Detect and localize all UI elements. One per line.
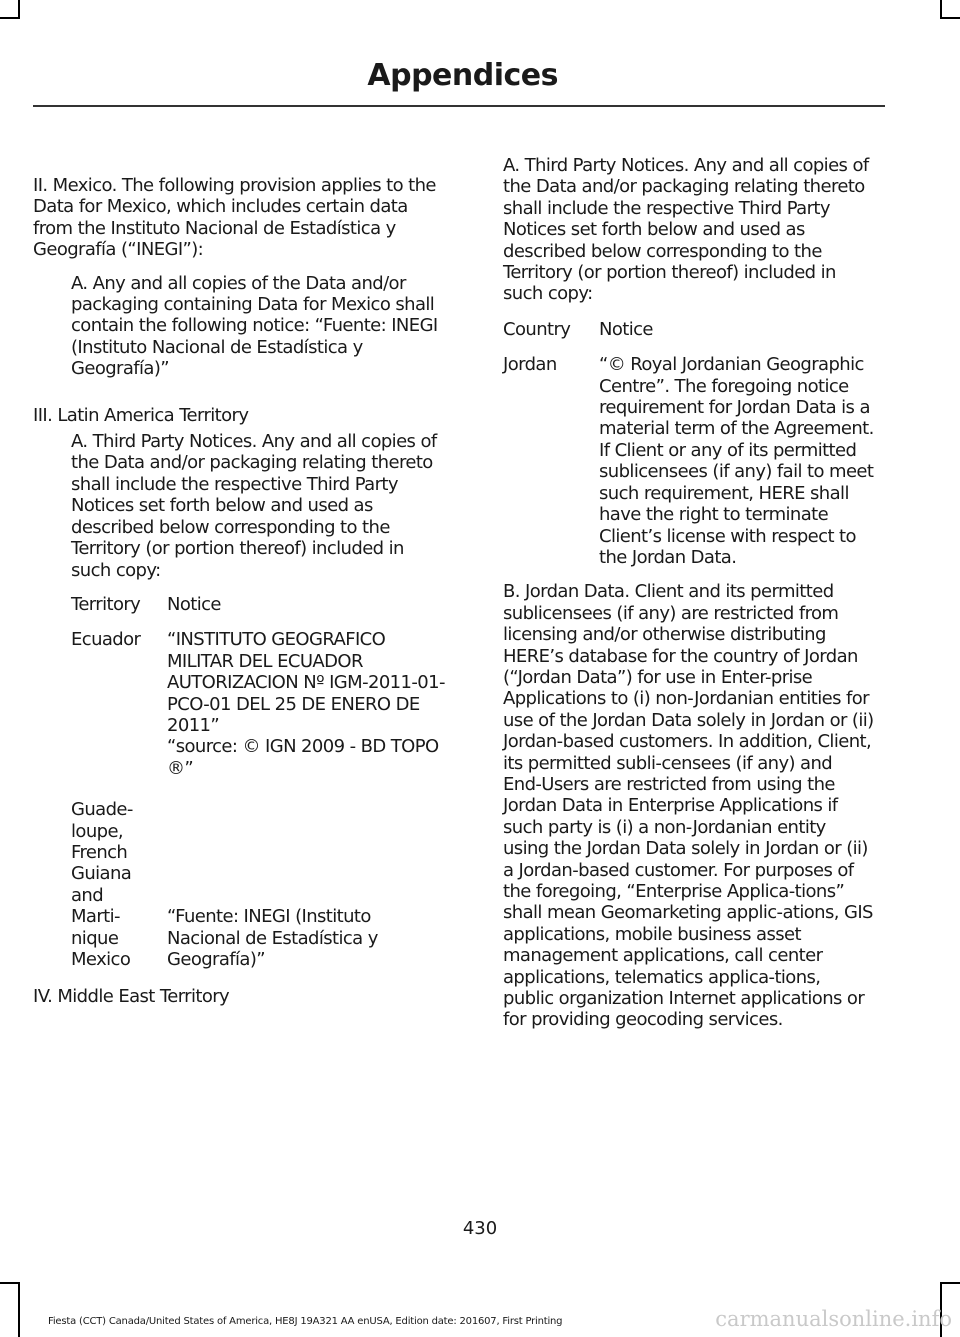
header-divider — [33, 105, 885, 107]
crop-mark-top-left — [18, 0, 20, 17]
right-column — [503, 155, 875, 1031]
mexico-notice-paragraph: A. Any and all copies of the Data and/or packaging containing Data for Mexico shall contain the following notice: “Fuente: INEGI (Instituto Nacional de Estadística y Geografía)” — [71, 272, 438, 380]
table-header-territory: Territory — [71, 593, 141, 615]
middle-east-notice-table — [503, 319, 875, 568]
table-row — [71, 793, 445, 970]
country-jordan: Jordan — [503, 354, 557, 376]
page-number: 430 — [462, 1218, 498, 1239]
crop-mark-bottom-right-h — [940, 1282, 960, 1284]
footer-edition-info: Fiesta (CCT) Canada/United States of America, HE8J 19A321 AA enUSA, Edition date: 201607, First Printing — [48, 1316, 563, 1327]
ecuador-source-notice: “source: © IGN 2009 - BD TOPO ®” — [167, 736, 439, 779]
table-header-country: Country — [503, 318, 571, 340]
crop-mark-top-left-h — [0, 17, 20, 19]
watermark-logo: carmanualsonline.info — [715, 1307, 952, 1331]
jordan-data-paragraph: B. Jordan Data. Client and its permitted sublicensees (if any) are restricted from licensing and/or otherwise distributing HERE’s database for the country of Jordan (“Jordan Data”) for use in Enter-prise Applications to (i) non-Jordanian entities for use of the Jordan Data solely in Jordan or (ii) Jordan-based customers. In addition, Client, its permitted subli-censees (if any) and End-Users are restricted from using the Jordan Data in Enterprise Applications if such party is (i) a non-Jordanian entity using the Jordan Data solely in Jordan or (ii) a Jordan-based customer. For purposes of the foregoing, “Enterprise Applica-tions” shall mean Geomarketing applic-ations, GIS applications, mobile business asset management applications, call center applications, telematics applica-tions, public organization Internet applications or for providing geocoding services. — [503, 581, 874, 1031]
middle-east-third-party-paragraph: A. Third Party Notices. Any and all copies of the Data and/or packaging relating thereto shall include the respective Third Party Notices set forth below and used as described below corresponding to the Territory (or portion thereof) included in such copy: — [503, 155, 869, 305]
latam-heading: III. Latin America Territory — [33, 404, 249, 426]
ecuador-notice: “INSTITUTO GEOGRAFICO MILITAR DEL ECUADOR AUTORIZACION Nº IGM-2011-01- PCO-01 DEL 25 DE ENERO DE 2011” — [167, 629, 445, 736]
left-column — [33, 175, 445, 1008]
table-header-notice: Notice — [167, 593, 221, 615]
table-row — [71, 629, 445, 793]
latam-third-party-paragraph: A. Third Party Notices. Any and all copies of the Data and/or packaging relating thereto shall include the respective Third Party Notices set forth below and used as described below corresponding to the Territory (or portion thereof) included in such copy: — [71, 431, 437, 581]
crop-mark-top-right-h — [940, 17, 960, 19]
territory-guadeloupe: Guade-loupe, French Guiana and Marti-nique — [71, 799, 133, 949]
table-header-notice: Notice — [599, 318, 653, 340]
page-title: Appendices — [367, 58, 558, 93]
territory-mexico: Mexico — [71, 949, 131, 970]
middle-east-heading: IV. Middle East Territory — [33, 986, 230, 1008]
guadeloupe-mexico-notice: “Fuente: INEGI (Instituto Nacional de Estadística y Geografía)” — [167, 906, 378, 970]
latam-notice-table — [71, 594, 445, 971]
jordan-notice: “© Royal Jordanian Geographic Centre”. The foregoing notice requirement for Jordan Data is a material term of the Agreement. If Client or any of its permitted sublicensees (if any) fail to meet such requirement, HERE shall have the right to terminate Client’s license with respect to the Jordan Data. — [599, 354, 874, 568]
crop-mark-bottom-left — [18, 1282, 20, 1337]
crop-mark-bottom-left-h — [0, 1282, 20, 1284]
table-row — [503, 354, 875, 568]
mexico-heading: II. Mexico. The following provision applies to the Data for Mexico, which includes certain data from the Instituto Nacional de Estadística y Geografía (“INEGI”): — [33, 175, 436, 261]
crop-mark-top-right — [940, 0, 942, 17]
territory-ecuador: Ecuador — [71, 629, 141, 651]
